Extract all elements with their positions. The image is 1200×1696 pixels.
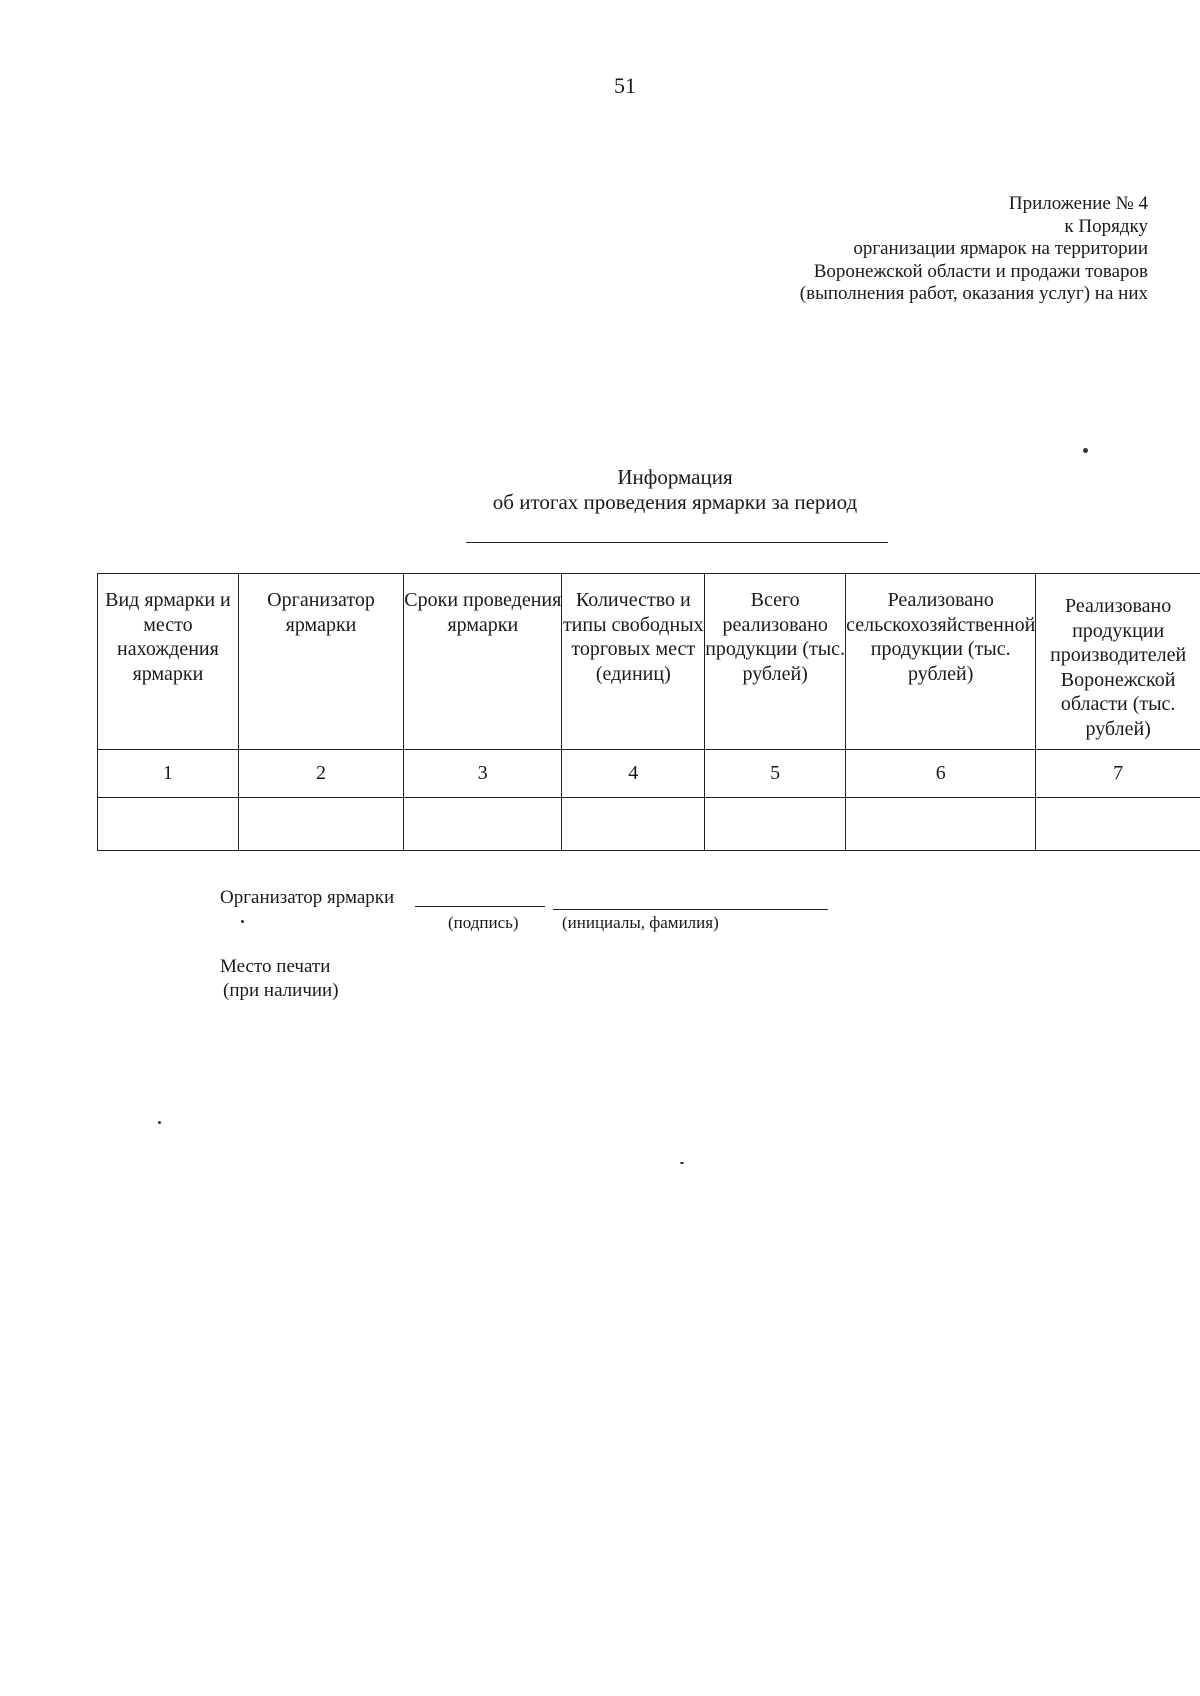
empty-cell bbox=[846, 798, 1036, 851]
appendix-line: Воронежской области и продажи товаров bbox=[813, 260, 1148, 282]
header-cell bbox=[846, 574, 1036, 750]
header-text: Сроки проведения ярмарки bbox=[404, 589, 562, 636]
title-line-2: об итогах проведения ярмарки за период bbox=[492, 490, 858, 514]
header-text: Всего реализовано продукции (тыс. рублей) bbox=[705, 589, 846, 685]
signature-label: Организатор ярмарки bbox=[220, 887, 395, 908]
signature-caption: (подпись) bbox=[448, 913, 519, 932]
header-text: Вид ярмарки и место нахождения ярмарки bbox=[105, 589, 231, 685]
header-cell bbox=[238, 574, 403, 750]
seal-note: (при наличии) bbox=[223, 980, 339, 1001]
column-number: 4 bbox=[562, 750, 705, 798]
scan-speck bbox=[1083, 448, 1088, 453]
column-number-row bbox=[98, 750, 1200, 798]
seal-label: Место печати bbox=[220, 956, 331, 977]
title-line-1: Информация bbox=[617, 465, 733, 489]
signature-line bbox=[415, 906, 545, 907]
appendix-line: Приложение № 4 bbox=[1008, 193, 1148, 214]
empty-cell bbox=[705, 798, 846, 851]
column-number: 7 bbox=[1036, 750, 1200, 798]
name-caption: (инициалы, фамилия) bbox=[562, 913, 719, 932]
table-header-row bbox=[98, 574, 1200, 750]
document-title bbox=[400, 465, 950, 515]
appendix-reference bbox=[800, 193, 1148, 306]
header-text: Реализовано продукции производителей Воронежской области (тыс. рублей) bbox=[1050, 595, 1187, 740]
header-cell bbox=[705, 574, 846, 750]
column-number: 3 bbox=[404, 750, 562, 798]
report-table bbox=[97, 573, 1200, 851]
period-blank-line bbox=[466, 542, 888, 543]
header-cell bbox=[562, 574, 705, 750]
page-number: 51 bbox=[614, 73, 636, 98]
appendix-line: к Порядку bbox=[1064, 215, 1148, 237]
header-text: Количество и типы свободных торговых мест (единиц) bbox=[562, 589, 704, 685]
empty-cell bbox=[404, 798, 562, 851]
header-text: Реализовано сельскохозяйственной продукции (тыс. рублей) bbox=[846, 589, 1036, 685]
header-cell bbox=[404, 574, 562, 750]
table-row bbox=[98, 798, 1200, 851]
column-number: 2 bbox=[238, 750, 403, 798]
empty-cell bbox=[562, 798, 705, 851]
column-number: 6 bbox=[846, 750, 1036, 798]
empty-cell bbox=[1036, 798, 1200, 851]
scan-speck bbox=[241, 920, 244, 923]
name-line bbox=[553, 909, 828, 910]
column-number: 5 bbox=[705, 750, 846, 798]
appendix-line: организации ярмарок на территории bbox=[853, 238, 1148, 259]
empty-cell bbox=[98, 798, 239, 851]
column-number: 1 bbox=[98, 750, 239, 798]
header-cell bbox=[98, 574, 239, 750]
header-text: Организатор ярмарки bbox=[267, 589, 375, 636]
scan-speck bbox=[680, 1162, 684, 1164]
header-cell bbox=[1036, 574, 1200, 750]
scan-speck bbox=[158, 1121, 161, 1124]
empty-cell bbox=[238, 798, 403, 851]
appendix-line: (выполнения работ, оказания услуг) на них bbox=[799, 283, 1148, 304]
